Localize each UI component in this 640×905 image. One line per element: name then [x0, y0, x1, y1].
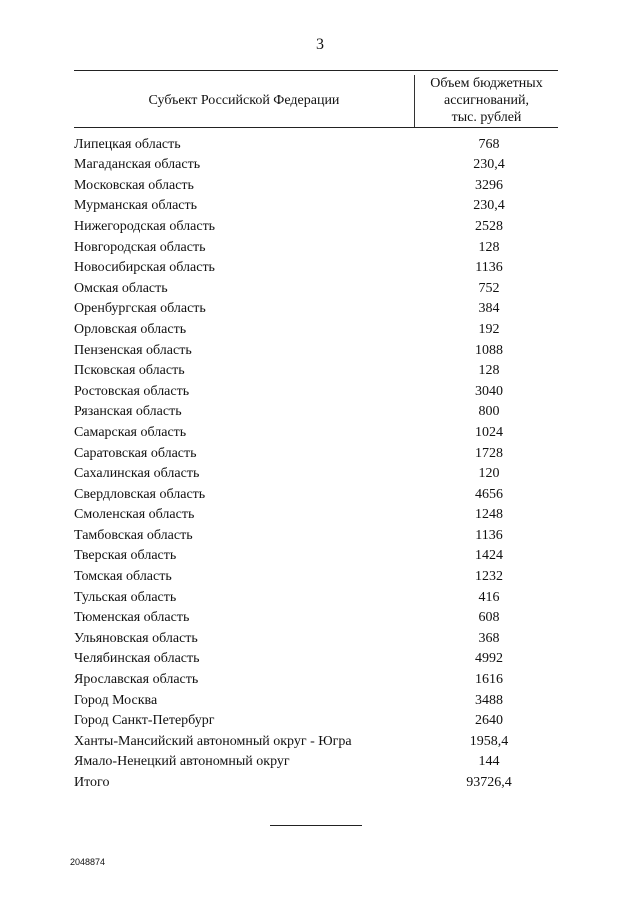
budget-value: 4992	[475, 651, 503, 667]
document-id: 2048874	[70, 857, 106, 867]
table-row	[74, 214, 558, 235]
table-row	[74, 194, 558, 215]
region-name: Пензенская область	[74, 342, 192, 358]
region-name: Псковская область	[74, 363, 185, 379]
region-name: Ростовская область	[74, 383, 190, 399]
region-name: Тюменская область	[74, 610, 190, 626]
region-name: Липецкая область	[74, 136, 181, 152]
table-row	[74, 338, 558, 359]
table-body	[74, 128, 558, 791]
budget-value: 230,4	[473, 157, 505, 173]
table-row	[74, 750, 558, 771]
budget-value: 4656	[475, 486, 503, 502]
table-row	[74, 276, 558, 297]
budget-value: 3488	[475, 692, 503, 708]
budget-value: 1136	[475, 260, 503, 276]
table-row	[74, 503, 558, 524]
table-row	[74, 709, 558, 730]
header-amount-line2: ассигнований,	[444, 93, 529, 108]
budget-value: 1248	[475, 507, 503, 523]
closing-rule	[270, 825, 362, 826]
header-amount-line3: тыс. рублей	[451, 110, 522, 125]
budget-value: 800	[478, 404, 500, 420]
table-row	[74, 770, 558, 791]
table-row	[74, 153, 558, 174]
budget-value: 416	[478, 589, 500, 605]
budget-value: 128	[478, 239, 500, 255]
budget-value: 144	[478, 754, 500, 770]
table-row	[74, 379, 558, 400]
region-name: Нижегородская область	[74, 218, 216, 234]
table-row	[74, 688, 558, 709]
region-name: Оренбургская область	[74, 301, 206, 317]
budget-value: 120	[478, 466, 500, 482]
region-name: Свердловская область	[74, 486, 206, 502]
table-row	[74, 667, 558, 688]
header-amount	[415, 71, 558, 127]
table-row	[74, 523, 558, 544]
table-row	[74, 544, 558, 565]
table-row	[74, 462, 558, 483]
budget-value: 752	[478, 280, 500, 296]
budget-value: 1424	[475, 548, 503, 564]
region-name: Самарская область	[74, 424, 187, 440]
region-name: Ханты-Мансийский автономный округ - Югра	[74, 733, 352, 749]
budget-value: 192	[478, 321, 500, 337]
region-name: Тамбовская область	[74, 527, 193, 543]
table-row	[74, 359, 558, 380]
table-row	[74, 585, 558, 606]
table-row	[74, 482, 558, 503]
region-name: Рязанская область	[74, 404, 182, 420]
table-row	[74, 606, 558, 627]
table-row	[74, 647, 558, 668]
budget-value: 1232	[475, 569, 503, 585]
table-row	[74, 626, 558, 647]
region-name: Город Москва	[74, 692, 158, 708]
table-row	[74, 235, 558, 256]
budget-value: 2640	[475, 713, 503, 729]
budget-value: 3296	[475, 177, 503, 193]
budget-value: 2528	[475, 218, 503, 234]
region-name: Томская область	[74, 569, 172, 585]
region-name: Сахалинская область	[74, 466, 200, 482]
budget-value: 1136	[475, 527, 503, 543]
region-name: Тульская область	[74, 589, 177, 605]
budget-value: 1616	[475, 672, 503, 688]
region-name: Омская область	[74, 280, 168, 296]
budget-value: 230,4	[473, 198, 505, 214]
table-row	[74, 173, 558, 194]
budget-value: 1088	[475, 342, 503, 358]
table-row	[74, 256, 558, 277]
budget-value: 608	[478, 610, 500, 626]
table-row	[74, 400, 558, 421]
page-number: 3	[316, 36, 324, 53]
budget-value: 1024	[475, 424, 503, 440]
budget-value: 1958,4	[469, 733, 509, 749]
table-row	[74, 729, 558, 750]
table-row	[74, 132, 558, 153]
budget-table	[74, 70, 558, 791]
region-name: Ямало-Ненецкий автономный округ	[74, 754, 290, 770]
budget-value: 384	[478, 301, 500, 317]
region-name: Ярославская область	[74, 672, 199, 688]
header-subject: Субъект Российской Федерации	[148, 93, 340, 108]
budget-value: 1728	[475, 445, 503, 461]
region-name: Орловская область	[74, 321, 187, 337]
budget-value: 128	[478, 363, 500, 379]
budget-value: 768	[478, 136, 500, 152]
region-name: Магаданская область	[74, 157, 201, 173]
region-name: Мурманская область	[74, 198, 198, 214]
budget-value: 3040	[475, 383, 503, 399]
table-row	[74, 297, 558, 318]
region-name: Новгородская область	[74, 239, 206, 255]
region-name: Итого	[74, 775, 110, 790]
region-name: Челябинская область	[74, 651, 200, 667]
table-row	[74, 564, 558, 585]
region-name: Московская область	[74, 177, 194, 193]
table-row	[74, 420, 558, 441]
budget-value: 93726,4	[466, 775, 512, 790]
region-name: Новосибирская область	[74, 260, 215, 276]
region-name: Город Санкт-Петербург	[74, 713, 215, 729]
region-name: Тверская область	[74, 548, 177, 564]
region-name: Саратовская область	[74, 445, 197, 461]
table-row	[74, 317, 558, 338]
budget-value: 368	[478, 630, 500, 646]
region-name: Ульяновская область	[74, 630, 198, 646]
header-amount-line1: Объем бюджетных	[430, 76, 543, 91]
table-row	[74, 441, 558, 462]
region-name: Смоленская область	[74, 507, 195, 523]
table-header	[74, 71, 558, 128]
